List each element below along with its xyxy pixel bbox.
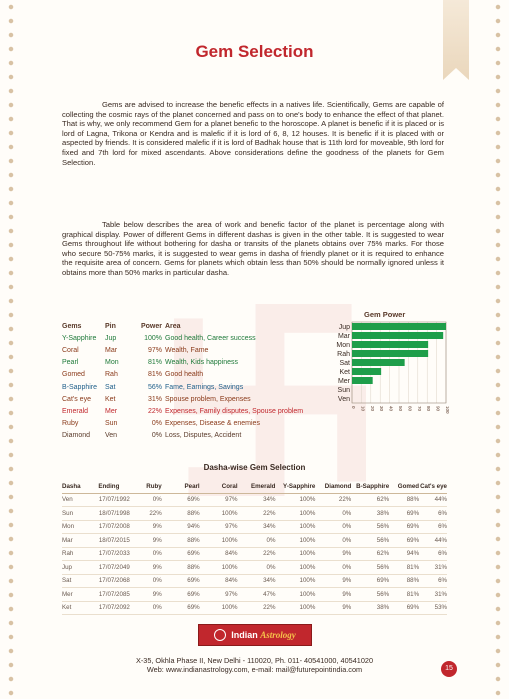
- dasha-cell: 88%: [187, 563, 200, 571]
- gem-power: 31%: [147, 395, 162, 403]
- gem-row: [62, 381, 345, 393]
- chart-tick-label: 80: [426, 406, 432, 412]
- page-number: 15: [441, 661, 457, 677]
- gem-table-header: [62, 320, 345, 332]
- gem-row: [62, 332, 345, 344]
- table-row: [62, 561, 447, 575]
- gem-area: Good health: [165, 371, 204, 379]
- dasha-cell: 88%: [187, 536, 200, 544]
- dasha-cell: 0%: [342, 523, 352, 531]
- gem-area: Spouse problem, Expenses: [165, 395, 251, 403]
- chart-category-label: Ket: [339, 369, 350, 377]
- gem-planet: Ket: [105, 395, 116, 403]
- dasha-cell: 17/07/1992: [98, 496, 130, 504]
- dasha-cell: 9%: [152, 523, 162, 531]
- dasha-header-cell: Y-Sapphire: [283, 482, 316, 490]
- intro-text: Gems are advised to increase the benefic effects in a natives life. Scientifically, Gems are capable of collecting the cosmic rays of the planet concerned and pass on to one's body to enhance the effect of that planet. That is why, we only recommend Gem for a planet benefic to the horoscope. A planet is benefic if it is placed or is lord of Lagna, Trikona or Kendra and is malefic if it is lord of 6, 8, 12 houses. It is benefic if it is placed with or aspected by friends. It is considered malefic if it is lord of Badhak house that is 11th lord for moveable, 9th lord for fixed and 7th lord for mixed ascendants. Above considerations define the goodness of the planets for Gem Selection.: [62, 100, 444, 167]
- gem-planet: Sat: [105, 383, 116, 391]
- dasha-cell: Mar: [62, 536, 73, 544]
- table-row: [62, 588, 447, 602]
- dasha-cell: 9%: [152, 563, 162, 571]
- gem-planet: Mar: [105, 346, 118, 354]
- chart-category-label: Sun: [337, 387, 350, 395]
- table-row: [62, 507, 447, 521]
- dasha-cell: 22%: [149, 509, 162, 517]
- dasha-cell: 94%: [406, 550, 420, 558]
- chart-bar: [352, 359, 405, 366]
- dasha-cell: 97%: [225, 496, 238, 504]
- dasha-cell: 84%: [225, 577, 238, 585]
- gem-power: 22%: [147, 407, 162, 415]
- table-row: [62, 521, 447, 535]
- chart-category-label: Sat: [339, 360, 350, 368]
- dasha-cell: Ket: [62, 604, 72, 612]
- page-title: Gem Selection: [195, 42, 314, 61]
- dasha-cell: 69%: [187, 590, 200, 598]
- dasha-cell: 56%: [376, 590, 390, 598]
- dasha-cell: 9%: [342, 590, 352, 598]
- chart-bar: [352, 368, 381, 375]
- dasha-cell: 56%: [376, 523, 390, 531]
- table-row: [62, 534, 447, 548]
- description-paragraph: [62, 220, 444, 278]
- chart-category-label: Mon: [336, 342, 350, 350]
- dasha-cell: 17/07/2033: [98, 550, 130, 558]
- dasha-cell: Sat: [62, 577, 72, 585]
- chart-tick-label: 100: [445, 406, 450, 414]
- chart-tick-label: 10: [360, 406, 366, 412]
- dasha-cell: 18/07/1998: [98, 509, 130, 517]
- dasha-cell: 56%: [376, 536, 390, 544]
- dasha-header-cell: Emerald: [251, 482, 276, 490]
- gem-name: Ruby: [62, 420, 79, 428]
- dasha-cell: 81%: [406, 563, 420, 571]
- gem-row: [62, 393, 345, 405]
- dasha-cell: 0%: [152, 577, 162, 585]
- dasha-cell: 69%: [406, 509, 420, 517]
- dasha-cell: 100%: [221, 509, 238, 517]
- dasha-cell: 88%: [406, 577, 420, 585]
- dasha-cell: 31%: [434, 590, 448, 598]
- gem-power-chart-svg: [324, 308, 454, 428]
- dasha-cell: 17/07/2008: [98, 523, 130, 531]
- gem-name: Gomed: [62, 371, 85, 379]
- chart-tick-label: 40: [388, 406, 394, 412]
- gem-planet: Ven: [105, 432, 118, 440]
- dasha-cell: 69%: [187, 550, 200, 558]
- dasha-cell: 69%: [376, 577, 390, 585]
- gem-power: 0%: [151, 432, 162, 440]
- dasha-cell: 100%: [299, 604, 316, 612]
- dasha-cell: 94%: [187, 523, 200, 531]
- footer-address: X-35, Okhla Phase II, New Delhi - 110020, Ph. 011- 40541000, 40541020: [135, 656, 374, 665]
- gem-row: [62, 430, 345, 442]
- chart-bar: [352, 323, 446, 330]
- dasha-header-cell: Cat's eye: [420, 482, 448, 490]
- dasha-cell: 97%: [225, 523, 238, 531]
- gem-area: Loss, Disputes, Accident: [165, 432, 242, 440]
- dasha-cell: Rah: [62, 550, 74, 558]
- dasha-cell: 22%: [338, 496, 352, 504]
- logo-text: [231, 630, 296, 640]
- dasha-cell: 6%: [438, 550, 448, 558]
- chart-tick-label: 0: [351, 406, 356, 409]
- dasha-cell: 44%: [434, 536, 448, 544]
- decorative-border-left: [4, 0, 18, 699]
- header-pin: Pin: [105, 322, 116, 330]
- dasha-cell: 69%: [406, 604, 420, 612]
- logo-main: Indian: [231, 630, 258, 640]
- dasha-cell: 69%: [187, 577, 200, 585]
- dasha-cell: 100%: [221, 536, 238, 544]
- dasha-cell: 34%: [263, 577, 276, 585]
- decorative-border-right: [491, 0, 505, 699]
- dasha-cell: 9%: [342, 604, 352, 612]
- gem-row: [62, 418, 345, 430]
- dasha-cell: 9%: [152, 590, 162, 598]
- gem-area: Good health, Career success: [165, 334, 256, 342]
- gem-planet: Mer: [105, 407, 118, 415]
- dasha-cell: 100%: [221, 604, 238, 612]
- description-text: Table below describes the area of work and benefic factor of the planet is percentage along with graphical display. Power of different Gems in different dashas is given in the other table. It is suggested to wear Gems throughout life without bothering for dasha or transits of the planets obtains over 75% marks. For those who secure 50-75% marks, it is suggested to wear gems in dasha of friendly planet or it is required to enhance the requisite area of concern. Gems for planets which obtain less than 50% should be normally ignored unless it obtains more than 50% marks in particular dasha.: [62, 220, 444, 277]
- chart-bar: [352, 332, 443, 339]
- dasha-cell: 44%: [434, 496, 448, 504]
- dasha-cell: 6%: [438, 509, 448, 517]
- gem-row: [62, 369, 345, 381]
- gem-row: [62, 357, 345, 369]
- dasha-header-cell: Dasha: [62, 482, 81, 490]
- dasha-cell: 0%: [342, 509, 352, 517]
- dasha-cell: 0%: [342, 563, 352, 571]
- chart-tick-label: 90: [435, 406, 441, 412]
- dasha-cell: 53%: [434, 604, 448, 612]
- dasha-cell: 6%: [438, 577, 448, 585]
- dasha-header-cell: Gomed: [397, 482, 420, 490]
- table-row: [62, 602, 447, 616]
- dasha-cell: 17/07/2092: [98, 604, 130, 612]
- gem-area: Wealth, Kids happiness: [165, 359, 239, 367]
- dasha-cell: 0%: [152, 604, 162, 612]
- dasha-cell: 69%: [187, 496, 200, 504]
- gem-power: 81%: [147, 371, 162, 379]
- dasha-cell: 84%: [225, 550, 238, 558]
- dasha-cell: 62%: [376, 496, 390, 504]
- gem-planet: Rah: [105, 371, 118, 379]
- dasha-cell: 0%: [266, 563, 276, 571]
- logo-accent: Astrology: [260, 630, 296, 640]
- gem-name: Pearl: [62, 359, 79, 367]
- table-row: [62, 548, 447, 562]
- dasha-cell: 47%: [263, 590, 276, 598]
- chart-bar: [352, 350, 428, 357]
- dasha-cell: 22%: [263, 509, 276, 517]
- dasha-cell: 100%: [299, 523, 316, 531]
- dasha-header-cell: Pearl: [184, 482, 200, 490]
- footer-web: Web: www.indianastrology.com, e-mail: mail@futurepointindia.com: [146, 665, 363, 674]
- dasha-cell: 17/07/2068: [98, 577, 130, 585]
- dasha-cell: 31%: [434, 563, 448, 571]
- chart-category-label: Ven: [337, 396, 350, 404]
- dasha-cell: 17/07/2085: [98, 590, 130, 598]
- dasha-cell: Sun: [62, 509, 74, 517]
- dasha-cell: 34%: [263, 496, 276, 504]
- bookmark-ribbon: [443, 0, 469, 80]
- dasha-table-title: Dasha-wise Gem Selection: [203, 463, 306, 472]
- gem-planet: Jup: [105, 334, 117, 342]
- dasha-cell: Ven: [62, 496, 73, 504]
- dasha-cell: 97%: [225, 590, 238, 598]
- dasha-cell: Mon: [62, 523, 75, 531]
- chart-category-label: Jup: [338, 324, 350, 332]
- chart-category-label: Rah: [337, 351, 350, 359]
- dasha-cell: 9%: [152, 536, 162, 544]
- dasha-table: [62, 480, 447, 615]
- intro-paragraph: [62, 100, 444, 167]
- dasha-cell: 0%: [152, 496, 162, 504]
- gem-power-chart: [324, 308, 454, 428]
- gem-planet: Sun: [105, 420, 118, 428]
- chart-bar: [352, 341, 428, 348]
- gem-power: 81%: [147, 359, 162, 367]
- chart-title: Gem Power: [364, 310, 406, 319]
- chart-tick-label: 30: [379, 406, 385, 412]
- gem-area: Expenses, Disease & enemies: [165, 420, 260, 428]
- dasha-cell: 9%: [342, 577, 352, 585]
- dasha-cell: 6%: [438, 523, 448, 531]
- gem-table: [62, 320, 345, 442]
- dasha-cell: 0%: [266, 536, 276, 544]
- dasha-cell: 56%: [376, 563, 390, 571]
- dasha-cell: 100%: [299, 550, 316, 558]
- gem-row: [62, 344, 345, 356]
- dasha-header-cell: Coral: [221, 482, 238, 490]
- dasha-header-cell: Ending: [98, 482, 120, 490]
- gem-power: 100%: [144, 334, 162, 342]
- dasha-cell: 69%: [406, 536, 420, 544]
- dasha-cell: 0%: [152, 550, 162, 558]
- dasha-cell: 0%: [342, 536, 352, 544]
- dasha-cell: 18/07/2015: [98, 536, 130, 544]
- dasha-cell: 9%: [342, 550, 352, 558]
- gem-planet: Mon: [105, 359, 119, 367]
- dasha-table-header: [62, 480, 447, 494]
- dasha-cell: 17/07/2049: [98, 563, 130, 571]
- header-area: Area: [165, 322, 181, 330]
- indian-astrology-logo: [198, 624, 312, 646]
- table-row: [62, 575, 447, 589]
- chart-tick-label: 50: [398, 406, 403, 412]
- dasha-cell: 100%: [299, 536, 316, 544]
- dasha-cell: 22%: [263, 604, 276, 612]
- dasha-cell: 69%: [406, 523, 420, 531]
- gem-row: [62, 405, 345, 417]
- dasha-cell: 100%: [299, 496, 316, 504]
- gem-area: Fame, Earnings, Savings: [165, 383, 244, 391]
- dasha-cell: 88%: [187, 509, 200, 517]
- logo-mark-icon: [214, 629, 226, 641]
- dasha-cell: 34%: [263, 523, 276, 531]
- dasha-cell: 100%: [299, 577, 316, 585]
- dasha-cell: 81%: [406, 590, 420, 598]
- dasha-cell: Jup: [62, 563, 72, 571]
- dasha-cell: 100%: [221, 563, 238, 571]
- dasha-cell: 100%: [299, 563, 316, 571]
- gem-name: Emerald: [62, 407, 89, 415]
- gem-name: Cat's eye: [62, 395, 91, 403]
- chart-bar: [352, 377, 373, 384]
- gem-area: Wealth, Fame: [165, 346, 209, 354]
- chart-tick-label: 20: [369, 406, 375, 412]
- chart-tick-label: 70: [416, 406, 422, 412]
- gem-name: Coral: [62, 346, 79, 354]
- gem-power: 97%: [147, 346, 162, 354]
- dasha-header-cell: Ruby: [146, 482, 162, 490]
- dasha-cell: 88%: [406, 496, 420, 504]
- chart-tick-label: 60: [407, 406, 413, 412]
- dasha-cell: 100%: [299, 509, 316, 517]
- dasha-cell: 69%: [187, 604, 200, 612]
- gem-power: 56%: [147, 383, 162, 391]
- dasha-cell: 100%: [299, 590, 316, 598]
- table-row: [62, 494, 447, 508]
- dasha-cell: 62%: [376, 550, 390, 558]
- chart-category-label: Mar: [337, 333, 350, 341]
- header-power: Power: [140, 322, 162, 330]
- gem-name: B-Sapphire: [62, 383, 98, 391]
- dasha-cell: Mer: [62, 590, 73, 598]
- chart-category-label: Mer: [337, 378, 350, 386]
- dasha-cell: 22%: [263, 550, 276, 558]
- gem-name: Y-Sapphire: [62, 334, 97, 342]
- header-gems: Gems: [62, 322, 82, 330]
- dasha-cell: 38%: [376, 509, 390, 517]
- gem-name: Diamond: [62, 432, 91, 440]
- dasha-cell: 38%: [376, 604, 390, 612]
- gem-area: Expenses, Family disputes, Spouse problem: [165, 407, 304, 415]
- dasha-header-cell: Diamond: [324, 482, 352, 490]
- dasha-header-cell: B-Sapphire: [356, 482, 390, 490]
- gem-power: 0%: [151, 420, 162, 428]
